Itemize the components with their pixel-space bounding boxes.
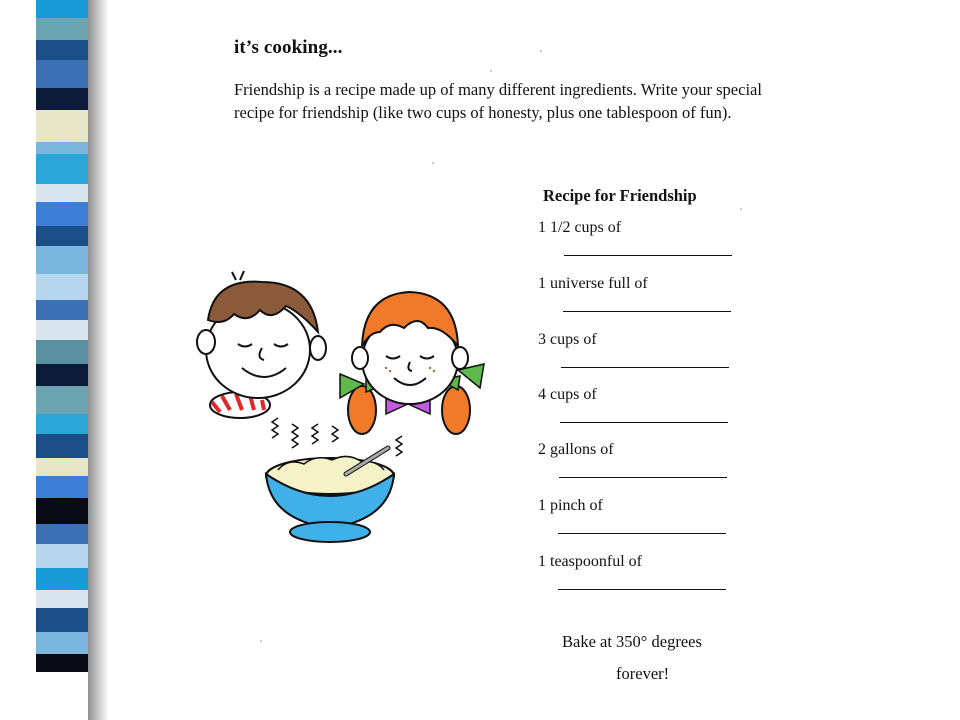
recipe-blank-line [564, 255, 732, 256]
recipe-item-label: 3 cups of [538, 331, 597, 348]
recipe-title: Recipe for Friendship [543, 186, 697, 205]
worksheet-instructions: Friendship is a recipe made up of many different ingredients. Write your special recipe for friendship (like two cups of honesty, plus one tablespoon of fun). [234, 80, 762, 122]
worksheet-heading: it’s cooking... [234, 37, 343, 58]
recipe-item-label: 2 gallons of [538, 441, 614, 458]
recipe-item-label: 4 cups of [538, 386, 597, 403]
scan-speck [432, 162, 434, 164]
closing-forever-text: forever! [616, 664, 670, 683]
recipe-item [538, 219, 738, 269]
bowl-figure [266, 448, 394, 542]
recipe-blank-line [561, 367, 729, 368]
scan-speck [260, 640, 262, 642]
recipe-blank-line [558, 533, 726, 534]
recipe-item [538, 331, 738, 381]
recipe-item [538, 386, 738, 436]
recipe-blank-line [558, 589, 726, 590]
recipe-item-label: 1 pinch of [538, 497, 603, 514]
recipe-item-label: 1 1/2 cups of [538, 219, 622, 236]
recipe-item [538, 441, 738, 491]
recipe-item [538, 497, 738, 547]
recipe-blank-line [563, 311, 731, 312]
scan-speck [490, 70, 492, 72]
scan-speck [540, 50, 542, 52]
children-smelling-bowl-illustration [190, 270, 500, 560]
scan-speck [740, 208, 742, 210]
closing-bake-text: Bake at 350° degrees [562, 632, 702, 651]
boy-figure [197, 271, 326, 418]
recipe-item-label: 1 teaspoonful of [538, 553, 642, 570]
recipe-item [538, 275, 738, 325]
recipe-item [538, 553, 738, 603]
girl-figure [340, 292, 484, 434]
recipe-item-label: 1 universe full of [538, 275, 648, 292]
recipe-blank-line [560, 422, 728, 423]
recipe-blank-line [559, 477, 727, 478]
